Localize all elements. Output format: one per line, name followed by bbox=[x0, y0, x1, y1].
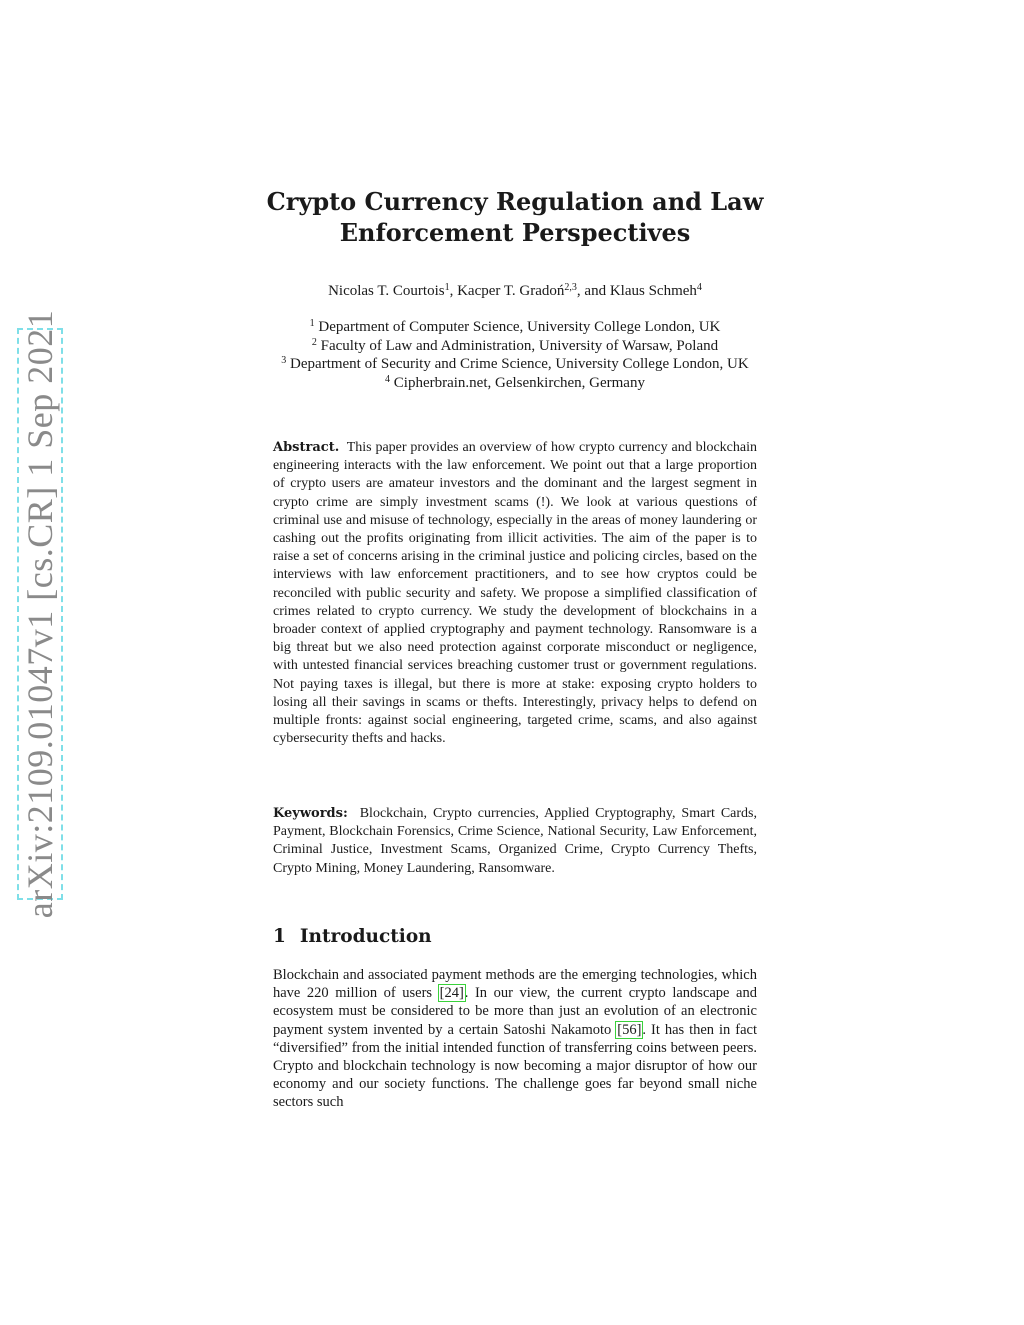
section-title: Introduction bbox=[299, 926, 432, 947]
citation-link[interactable]: [24] bbox=[439, 985, 464, 1002]
affiliation: $^4$ Cipherbrain.net, Gelsenkirchen, Germany bbox=[385, 373, 645, 391]
section-heading bbox=[273, 926, 432, 947]
section-number: 1 bbox=[273, 926, 286, 947]
author-name: Klaus Schmeh bbox=[609, 283, 697, 299]
arxiv-stamp bbox=[17, 309, 63, 919]
affiliation: $^3$ Department of Security and Crime Science, University College London, UK bbox=[281, 355, 749, 372]
intro-paragraph: Blockchain and associated payment methods are the emerging technologies, which have 220 million of users [24]. In our view, the current crypto landscape and ecosystem must be considered to be more than just an evolution of an electronic payment system invented by a certain Satoshi Nakamoto [56]. It has then in fact “diversified” from the initial intended function of transferring coins between peers. Crypto and blockchain technology is now becoming a major disruptor of how our economy and our society functions. The challenge goes far beyond small niche sectors such bbox=[273, 967, 757, 1111]
affiliation: $^1$ Department of Computer Science, University College London, UK bbox=[309, 318, 721, 335]
citation-link[interactable]: [56] bbox=[617, 1021, 642, 1038]
author-affil-mark: 2,3 bbox=[564, 282, 577, 293]
abstract-text: This paper provides an overview of how crypto currency and blockchain engineering interacts with the law enforcement. We point out that a large proportion of crypto users are amateur investors and the dominant and the largest segment in crypto crime are simply investment scams (!). We look at various questions of criminal use and misuse of technology, especially in the areas of money laundering or cashing out the profits originating from illicit activities. The aim of the paper is to raise a set of concerns arising in the criminal justice and policing circles, based on the interviews with law enforcement practitioners, and to see how cryptos could be reconciled with public security and safety. We propose a simplified classification of crimes related to crypto currency. We study the development of blockchains in a broader context of applied cryptography and payment technology. Ransomware is a big threat but we also need protection against corporate misconduct or negligence, with untested financial services breaching customer trust or government regulations. Not paying taxes is illegal, but there is more at stake: exposing crypto holders to losing all their savings in scams or thefts. Interestingly, privacy helps to defend on multiple fronts: against social engineering, targeted crime, scams, and also against cybersecurity thefts and hacks. bbox=[273, 440, 757, 747]
abstract bbox=[273, 439, 757, 748]
author-name: Kacper T. Gradoń bbox=[457, 283, 565, 299]
keywords bbox=[273, 805, 757, 878]
abstract-label: Abstract. bbox=[273, 440, 340, 455]
author-name: Nicolas T. Courtois bbox=[328, 283, 445, 299]
affiliation-list bbox=[200, 318, 830, 392]
affiliation: $^2$ Faculty of Law and Administration, University of Warsaw, Poland bbox=[311, 336, 719, 354]
keywords-text: Blockchain, Crypto currencies, Applied Cryptography, Smart Cards, Payment, Blockchain Forensics, Crime Science, National Security, Law Enforcement, Criminal Justice, Investment Scams, Organized Crime, Crypto Currency Thefts, Crypto Mining, Money Laundering, Ransomware. bbox=[273, 806, 757, 876]
keywords-label: Keywords: bbox=[273, 806, 348, 821]
author-affil-mark: 4 bbox=[696, 282, 702, 293]
author-affil-mark: 1 bbox=[444, 282, 450, 293]
author-list: Nicolas T. Courtois$^1$, Kacper T. Gradoń$^{2,3}$, and Klaus Schmeh$^4$ bbox=[328, 282, 702, 299]
paper-title: Crypto Currency Regulation and Law Enforcement Perspectives bbox=[266, 187, 764, 247]
arxiv-id: arXiv:2109.01047v1 [cs.CR] 1 Sep 2021 bbox=[20, 309, 60, 919]
